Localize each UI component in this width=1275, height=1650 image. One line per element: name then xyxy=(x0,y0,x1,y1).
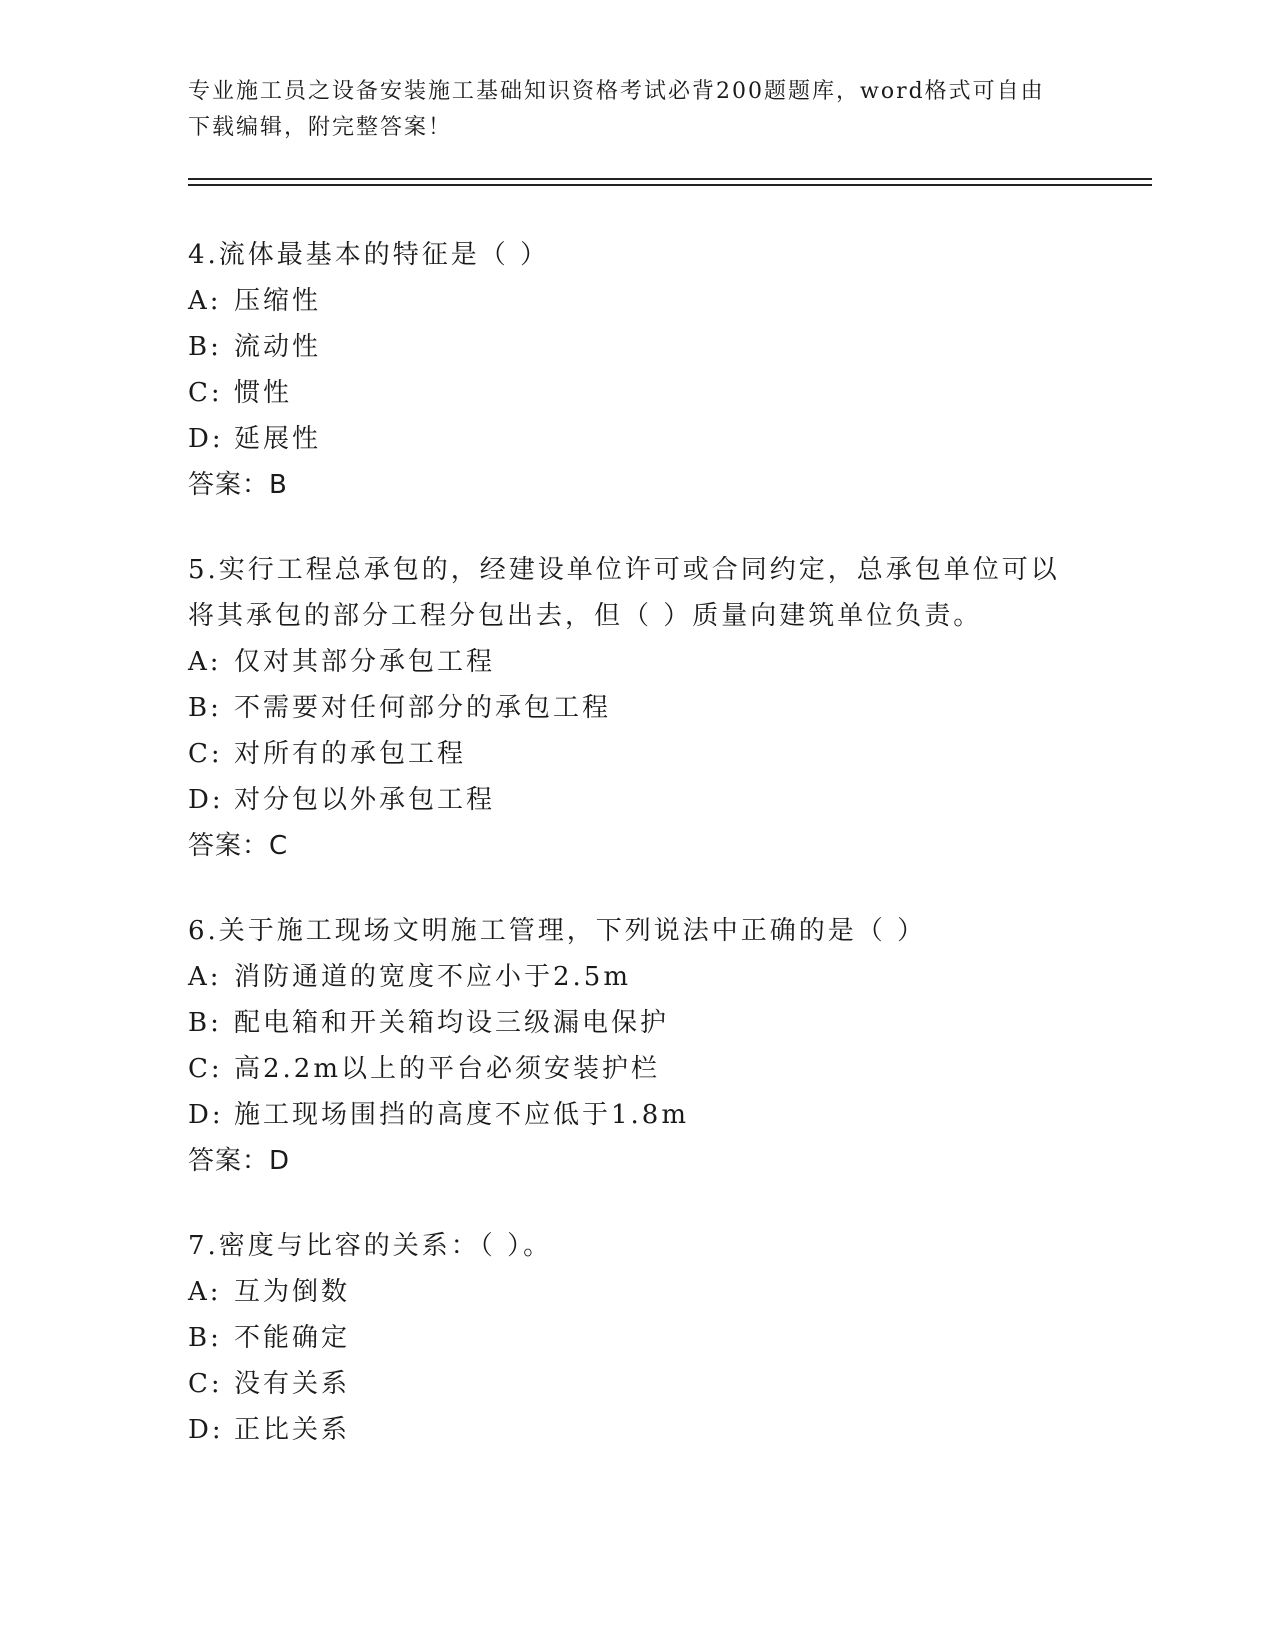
question-block xyxy=(188,547,1088,869)
question-option xyxy=(188,1046,1088,1092)
option-text: 没有关系 xyxy=(234,1369,351,1399)
option-letter: D: xyxy=(188,785,224,815)
question-option xyxy=(188,324,1088,370)
question-stem: 4.流体最基本的特征是（ ） xyxy=(188,240,550,270)
option-text: 消防通道的宽度不应小于2.5m xyxy=(234,962,632,992)
header-line-1: 专业施工员之设备安装施工基础知识资格考试必背200题题库，word格式可自由 xyxy=(188,79,1045,104)
option-text: 施工现场围挡的高度不应低于1.8m xyxy=(234,1100,690,1130)
option-letter: B: xyxy=(188,1008,222,1038)
question-option xyxy=(188,954,1088,1000)
question-option xyxy=(188,1269,1088,1315)
answer-line: 答案：D xyxy=(188,1146,291,1176)
question-option xyxy=(188,777,1088,823)
option-letter: B: xyxy=(188,332,222,362)
option-text: 不能确定 xyxy=(234,1323,351,1353)
option-letter: D: xyxy=(188,424,224,454)
option-text: 不需要对任何部分的承包工程 xyxy=(234,693,612,723)
answer-line: 答案：B xyxy=(188,470,288,500)
question-option xyxy=(188,685,1088,731)
option-letter: B: xyxy=(188,693,222,723)
question-list xyxy=(188,232,1088,1492)
option-text: 仅对其部分承包工程 xyxy=(234,647,496,677)
option-letter: A: xyxy=(188,286,222,316)
option-text: 压缩性 xyxy=(234,286,322,316)
answer-line: 答案：C xyxy=(188,831,289,861)
question-option xyxy=(188,278,1088,324)
option-letter: C: xyxy=(188,378,223,408)
question-option xyxy=(188,416,1088,462)
option-text: 配电箱和开关箱均设三级漏电保护 xyxy=(234,1008,670,1038)
option-text: 流动性 xyxy=(234,332,322,362)
option-letter: A: xyxy=(188,647,222,677)
option-text: 对分包以外承包工程 xyxy=(234,785,496,815)
header-line-2: 下载编辑，附完整答案！ xyxy=(188,115,453,140)
question-block xyxy=(188,908,1088,1184)
header-divider-top xyxy=(188,178,1152,180)
question-option xyxy=(188,639,1088,685)
option-text: 对所有的承包工程 xyxy=(234,739,467,769)
option-text: 惯性 xyxy=(234,378,293,408)
question-option xyxy=(188,731,1088,777)
question-stem: 7.密度与比容的关系：（ ）。 xyxy=(188,1231,553,1261)
document-header xyxy=(188,74,1088,146)
option-text: 高2.2m以上的平台必须安装护栏 xyxy=(234,1054,661,1084)
option-letter: C: xyxy=(188,1369,223,1399)
question-stem: 将其承包的部分工程分包出去，但（ ）质量向建筑单位负责。 xyxy=(188,601,983,631)
question-option xyxy=(188,370,1088,416)
question-block xyxy=(188,1223,1088,1453)
option-letter: D: xyxy=(188,1100,224,1130)
option-text: 正比关系 xyxy=(234,1415,351,1445)
option-letter: D: xyxy=(188,1415,224,1445)
header-divider-bottom xyxy=(188,184,1152,186)
question-stem: 5.实行工程总承包的，经建设单位许可或合同约定，总承包单位可以 xyxy=(188,555,1060,585)
option-letter: A: xyxy=(188,1277,222,1307)
option-letter: B: xyxy=(188,1323,222,1353)
question-block xyxy=(188,232,1088,508)
question-option xyxy=(188,1000,1088,1046)
option-text: 延展性 xyxy=(234,424,322,454)
option-letter: C: xyxy=(188,1054,223,1084)
question-option xyxy=(188,1092,1088,1138)
option-letter: C: xyxy=(188,739,223,769)
question-option xyxy=(188,1407,1088,1453)
option-letter: A: xyxy=(188,962,222,992)
question-stem: 6.关于施工现场文明施工管理，下列说法中正确的是（ ） xyxy=(188,916,927,946)
question-option xyxy=(188,1315,1088,1361)
question-option xyxy=(188,1361,1088,1407)
option-text: 互为倒数 xyxy=(234,1277,351,1307)
